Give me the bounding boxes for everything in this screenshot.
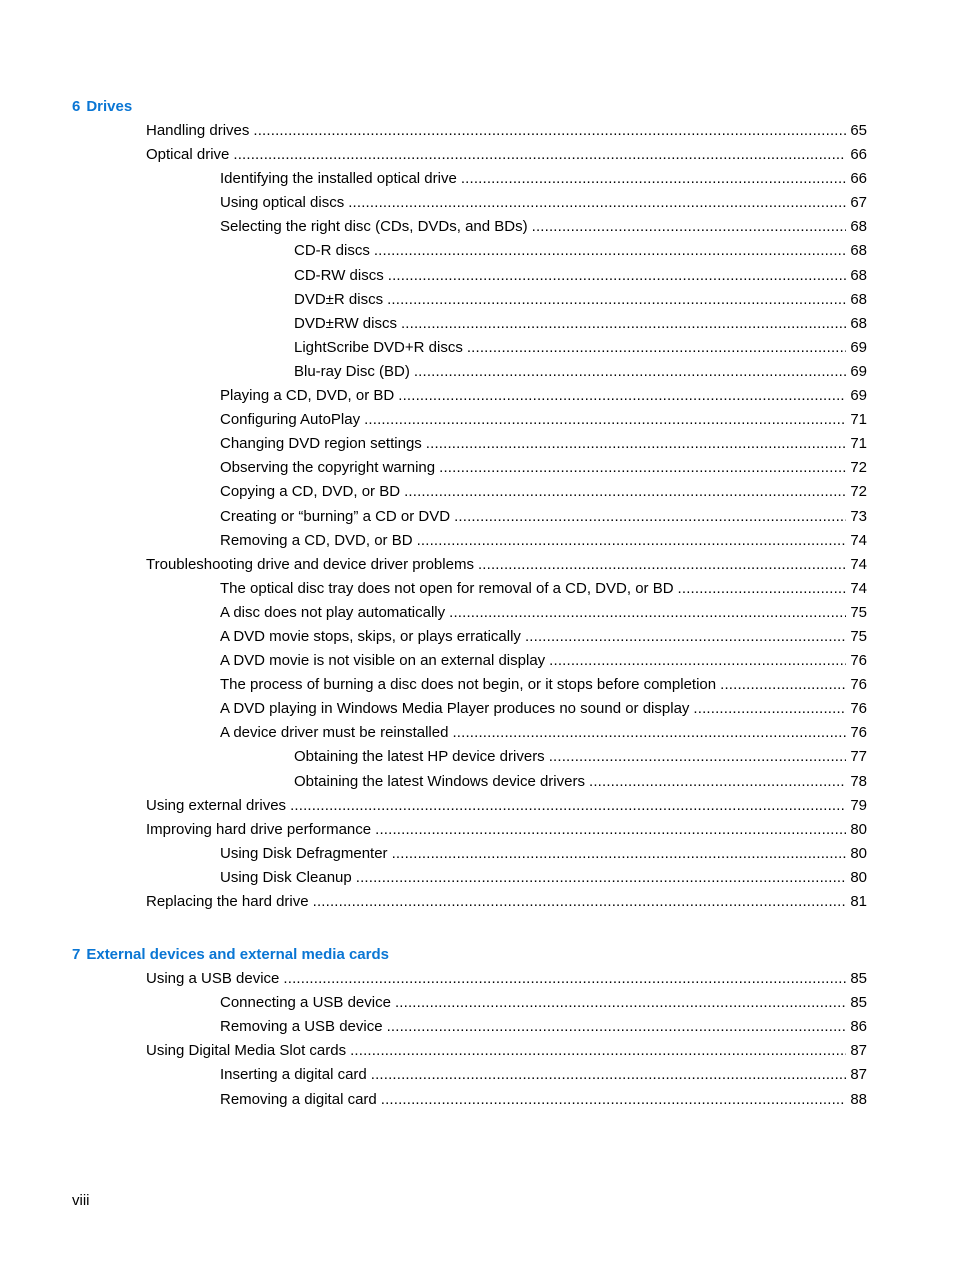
dot-leader xyxy=(589,771,846,793)
toc-entry-title: Removing a USB device xyxy=(220,1018,383,1036)
dot-leader xyxy=(233,144,846,166)
toc-entry-title: A DVD playing in Windows Media Player produces no sound or display xyxy=(220,700,690,718)
toc-entry-page: 69 xyxy=(850,362,867,380)
toc-entry-title: Using optical discs xyxy=(220,194,345,212)
toc-entry-page: 66 xyxy=(850,170,867,188)
dot-leader xyxy=(392,843,847,865)
toc-entry[interactable] xyxy=(146,554,867,578)
toc-entry[interactable] xyxy=(294,771,867,795)
toc-entry-page: 87 xyxy=(850,1066,867,1084)
chapter-number: 6 xyxy=(72,98,81,115)
toc-entry-title: Improving hard drive performance xyxy=(146,820,372,838)
dot-leader xyxy=(395,992,846,1014)
chapter-number: 7 xyxy=(72,946,81,964)
page-number-footer: viii xyxy=(72,1192,90,1209)
dot-leader xyxy=(404,481,846,503)
toc-entry-page: 72 xyxy=(850,483,867,501)
toc-entry-title: Changing DVD region settings xyxy=(220,435,422,453)
toc-entry-title: A disc does not play automatically xyxy=(220,603,446,621)
toc-entry-page: 81 xyxy=(850,893,867,910)
chapter-heading[interactable] xyxy=(72,96,867,120)
dot-leader xyxy=(478,554,846,576)
dot-leader xyxy=(348,192,846,214)
toc-entry-page: 76 xyxy=(850,676,867,694)
dot-leader xyxy=(452,722,846,744)
dot-leader xyxy=(387,1016,847,1038)
toc-entry[interactable] xyxy=(220,481,867,505)
dot-leader xyxy=(387,289,846,311)
toc-entry[interactable] xyxy=(146,891,867,915)
toc-entry-title: A DVD movie stops, skips, or plays erratically xyxy=(220,627,521,645)
toc-entry-page: 68 xyxy=(850,314,867,332)
chapter-title: Drives xyxy=(86,98,133,115)
toc-entry[interactable] xyxy=(220,674,867,698)
toc-entry[interactable] xyxy=(220,1064,867,1088)
toc-entry-page: 75 xyxy=(850,627,867,645)
chapter-heading[interactable] xyxy=(72,944,867,968)
toc-entry[interactable] xyxy=(294,313,867,337)
toc-entry[interactable] xyxy=(220,698,867,722)
toc-entry-title: The process of burning a disc does not begin, or it stops before completion xyxy=(220,676,717,694)
toc-entry[interactable] xyxy=(220,722,867,746)
toc-entry-page: 69 xyxy=(850,387,867,405)
toc-entry-title: DVD±R discs xyxy=(294,290,384,308)
toc-entry-title: Using Disk Defragmenter xyxy=(220,844,388,862)
toc-entry[interactable] xyxy=(294,289,867,313)
toc-entry-title: Obtaining the latest Windows device drivers xyxy=(294,772,585,790)
dot-leader xyxy=(525,626,846,648)
dot-leader xyxy=(371,1064,847,1086)
toc-entry-page: 72 xyxy=(850,459,867,477)
dot-leader xyxy=(350,1040,846,1062)
toc-entry-title: LightScribe DVD+R discs xyxy=(294,338,463,356)
toc-entry[interactable] xyxy=(220,433,867,457)
toc-entry[interactable] xyxy=(220,385,867,409)
toc-entry-page: 68 xyxy=(850,266,867,284)
toc-entry[interactable] xyxy=(220,216,867,240)
toc-entry-title: Configuring AutoPlay xyxy=(220,411,361,429)
dot-leader xyxy=(693,698,846,720)
toc-entry-page: 69 xyxy=(850,338,867,356)
toc-entry-page: 71 xyxy=(850,435,867,453)
dot-leader xyxy=(417,530,847,552)
toc-entry-title: Using a USB device xyxy=(146,970,280,988)
toc-entry[interactable] xyxy=(220,992,867,1016)
dot-leader xyxy=(439,457,846,479)
toc-entry-page: 67 xyxy=(850,194,867,212)
dot-leader xyxy=(388,265,847,287)
dot-leader xyxy=(401,313,846,335)
toc-entry-page: 85 xyxy=(850,994,867,1012)
toc-entry-page: 85 xyxy=(850,970,867,988)
dot-leader xyxy=(532,216,847,238)
dot-leader xyxy=(414,361,846,383)
toc-entry[interactable] xyxy=(220,409,867,433)
toc-entry-page: 88 xyxy=(850,1090,867,1108)
toc-entry-title: Observing the copyright warning xyxy=(220,459,436,477)
dot-leader xyxy=(290,795,846,817)
toc-entry-page: 79 xyxy=(850,796,867,814)
table-of-contents xyxy=(0,96,954,1113)
toc-entry-page: 80 xyxy=(850,820,867,838)
toc-entry-page: 66 xyxy=(850,146,867,164)
toc-entry-title: A device driver must be reinstalled xyxy=(220,724,449,742)
chapter-title: External devices and external media cards xyxy=(86,946,389,964)
toc-entry[interactable] xyxy=(220,457,867,481)
toc-entry-title: Replacing the hard drive xyxy=(146,893,309,910)
toc-entry[interactable] xyxy=(220,650,867,674)
toc-entry[interactable] xyxy=(220,1089,867,1113)
toc-entry-page: 68 xyxy=(850,242,867,260)
toc-entry-page: 73 xyxy=(850,507,867,525)
dot-leader xyxy=(449,602,846,624)
dot-leader xyxy=(283,968,846,990)
toc-entry-page: 86 xyxy=(850,1018,867,1036)
toc-entry-page: 87 xyxy=(850,1042,867,1060)
toc-entry-page: 74 xyxy=(850,579,867,597)
toc-entry[interactable] xyxy=(146,968,867,992)
toc-entry-title: A DVD movie is not visible on an external display xyxy=(220,652,546,670)
toc-entry-page: 75 xyxy=(850,603,867,621)
dot-leader xyxy=(426,433,847,455)
toc-entry-page: 77 xyxy=(850,748,867,766)
toc-entry-page: 74 xyxy=(850,555,867,573)
dot-leader xyxy=(375,819,846,841)
dot-leader xyxy=(356,867,847,889)
dot-leader xyxy=(467,337,846,359)
toc-entry[interactable] xyxy=(220,506,867,530)
toc-entry-title: Using Digital Media Slot cards xyxy=(146,1042,347,1060)
toc-entry[interactable] xyxy=(146,819,867,843)
toc-entry-title: CD-RW discs xyxy=(294,266,384,284)
dot-leader xyxy=(398,385,846,407)
toc-entry[interactable] xyxy=(220,168,867,192)
toc-entry[interactable] xyxy=(294,361,867,385)
toc-entry-page: 76 xyxy=(850,724,867,742)
toc-entry[interactable] xyxy=(220,843,867,867)
toc-entry-page: 65 xyxy=(850,122,867,139)
toc-entry[interactable] xyxy=(220,1016,867,1040)
toc-entry-title: Identifying the installed optical drive xyxy=(220,170,457,188)
toc-entry[interactable] xyxy=(220,530,867,554)
toc-entry-title: Connecting a USB device xyxy=(220,994,391,1012)
toc-entry[interactable] xyxy=(220,626,867,650)
dot-leader xyxy=(374,240,846,262)
toc-entry-title: Copying a CD, DVD, or BD xyxy=(220,483,401,501)
toc-entry[interactable] xyxy=(294,337,867,361)
toc-entry-title: The optical disc tray does not open for removal of a CD, DVD, or BD xyxy=(220,579,674,597)
toc-entry-title: Selecting the right disc (CDs, DVDs, and BDs) xyxy=(220,218,528,236)
toc-entry[interactable] xyxy=(146,120,867,144)
toc-entry[interactable] xyxy=(146,795,867,819)
toc-entry[interactable] xyxy=(294,240,867,264)
toc-entry[interactable] xyxy=(146,144,867,168)
dot-leader xyxy=(549,746,847,768)
toc-entry-page: 68 xyxy=(850,218,867,236)
toc-entry-title: Blu-ray Disc (BD) xyxy=(294,362,410,380)
toc-entry-title: Creating or “burning” a CD or DVD xyxy=(220,507,451,525)
toc-entry-title: Inserting a digital card xyxy=(220,1066,367,1084)
toc-entry-title: Removing a CD, DVD, or BD xyxy=(220,531,413,549)
toc-entry-title: DVD±RW discs xyxy=(294,314,397,332)
toc-entry-page: 68 xyxy=(850,290,867,308)
toc-entry-page: 80 xyxy=(850,844,867,862)
dot-leader xyxy=(549,650,846,672)
toc-entry-page: 78 xyxy=(850,772,867,790)
toc-entry-title: Removing a digital card xyxy=(220,1090,377,1108)
toc-entry-page: 74 xyxy=(850,531,867,549)
dot-leader xyxy=(313,891,847,913)
dot-leader xyxy=(381,1089,847,1111)
toc-entry[interactable] xyxy=(220,192,867,216)
toc-entry-title: CD-R discs xyxy=(294,242,370,260)
toc-entry-title: Using Disk Cleanup xyxy=(220,868,352,886)
dot-leader xyxy=(364,409,846,431)
toc-entry-page: 71 xyxy=(850,411,867,429)
toc-entry-title: Playing a CD, DVD, or BD xyxy=(220,387,395,405)
toc-entry[interactable] xyxy=(146,1040,867,1064)
dot-leader xyxy=(253,120,846,142)
dot-leader xyxy=(454,506,846,528)
toc-entry[interactable] xyxy=(220,602,867,626)
toc-entry-title: Troubleshooting drive and device driver problems xyxy=(146,555,474,573)
toc-entry[interactable] xyxy=(220,578,867,602)
toc-entry-page: 76 xyxy=(850,700,867,718)
dot-leader xyxy=(678,578,847,600)
toc-entry-title: Optical drive xyxy=(146,146,230,164)
toc-entry-title: Handling drives xyxy=(146,122,250,139)
toc-entry[interactable] xyxy=(220,867,867,891)
toc-entry-page: 76 xyxy=(850,652,867,670)
dot-leader xyxy=(461,168,847,190)
toc-entry[interactable] xyxy=(294,265,867,289)
toc-entry-title: Using external drives xyxy=(146,796,287,814)
dot-leader xyxy=(720,674,846,696)
toc-entry[interactable] xyxy=(294,746,867,770)
toc-entry-title: Obtaining the latest HP device drivers xyxy=(294,748,545,766)
toc-entry-page: 80 xyxy=(850,868,867,886)
